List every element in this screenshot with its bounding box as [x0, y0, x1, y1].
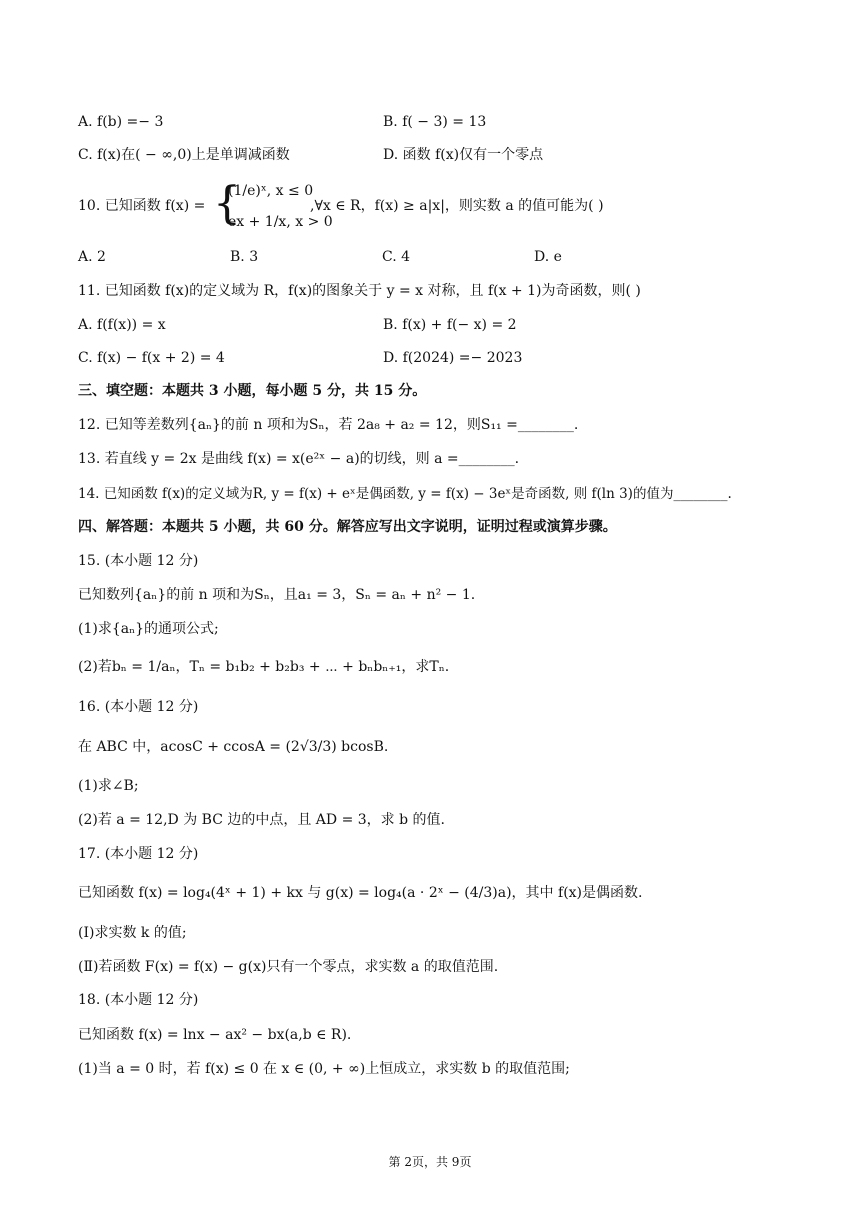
- section-fill-in-heading: 三、填空题：本题共 3 小题，每小题 5 分，共 15 分。: [78, 383, 427, 399]
- q14: 14. 已知函数 f(x)的定义域为R, y = f(x) + eˣ是偶函数, y = f(x) − 3eˣ是奇函数, 则 f(ln 3)的值为________.: [78, 486, 732, 502]
- q10-prefix: 10. 已知函数 f(x) =: [78, 198, 206, 214]
- q11-option-d: D. f(2024) =− 2023: [383, 350, 523, 366]
- q13: 13. 若直线 y = 2x 是曲线 f(x) = x(e²ˣ − a)的切线，则 a =________.: [78, 451, 520, 467]
- q10-option-b: B. 3: [230, 249, 259, 265]
- q15-part-2: (2)若bₙ = 1/aₙ，Tₙ = b₁b₂ + b₂b₃ + ⋯ + bₙbₙ₊₁，求Tₙ.: [78, 659, 450, 675]
- q16-title: 16. (本小题 12 分): [78, 699, 199, 715]
- q10-piece-2: ex + 1/x, x > 0: [228, 214, 333, 230]
- section-solve-heading: 四、解答题：本题共 5 小题，共 60 分。解答应写出文字说明，证明过程或演算步骤。: [78, 519, 617, 535]
- page-footer: 第 2页，共 9页: [388, 1155, 472, 1169]
- q9-option-b: B. f( − 3) = 13: [383, 114, 487, 130]
- q9-option-d: D. 函数 f(x)仅有一个零点: [383, 147, 544, 163]
- q10-piece-1: (1/e)ˣ, x ≤ 0: [228, 183, 314, 199]
- q17-title: 17. (本小题 12 分): [78, 846, 199, 862]
- q9-option-c: C. f(x)在( − ∞,0)上是单调减函数: [78, 147, 290, 163]
- q16-part-1: (1)求∠B;: [78, 778, 139, 794]
- q11-option-a: A. f(f(x)) = x: [78, 317, 166, 333]
- q18-stem: 已知函数 f(x) = lnx − ax² − bx(a,b ∈ R).: [78, 1027, 352, 1043]
- q12: 12. 已知等差数列{aₙ}的前 n 项和为Sₙ，若 2a₈ + a₂ = 12，则S₁₁ =________.: [78, 417, 579, 433]
- q11-option-c: C. f(x) − f(x + 2) = 4: [78, 350, 225, 366]
- q17-part-2: (Ⅱ)若函数 F(x) = f(x) − g(x)只有一个零点，求实数 a 的取值范围.: [78, 959, 499, 975]
- q10-options: [78, 247, 686, 267]
- q15-part-1: (1)求{aₙ}的通项公式;: [78, 621, 219, 637]
- q15-stem: 已知数列{aₙ}的前 n 项和为Sₙ，且a₁ = 3，Sₙ = aₙ + n² − 1.: [78, 587, 476, 603]
- q17-stem: 已知函数 f(x) = log₄(4ˣ + 1) + kx 与 g(x) = log₄(a · 2ˣ − (4/3)a)，其中 f(x)是偶函数.: [78, 885, 643, 901]
- q17-part-1: (Ⅰ)求实数 k 的值;: [78, 925, 187, 941]
- q10-brace: {: [213, 178, 241, 229]
- q18-title: 18. (本小题 12 分): [78, 992, 199, 1008]
- q10-suffix: ,∀x ∈ R，f(x) ≥ a|x|，则实数 a 的值可能为( ): [310, 198, 604, 214]
- q10-option-d: D. e: [534, 249, 562, 265]
- q16-part-2: (2)若 a = 12,D 为 BC 边的中点，且 AD = 3，求 b 的值.: [78, 812, 445, 828]
- q18-part-1: (1)当 a = 0 时，若 f(x) ≤ 0 在 x ∈ (0, + ∞)上恒成立，求实数 b 的取值范围;: [78, 1061, 570, 1077]
- q9-option-a: A. f(b) =− 3: [78, 114, 164, 130]
- q16-stem: 在 ABC 中，acosC + ccosA = (2√3/3) bcosB.: [78, 739, 389, 755]
- q10-option-c: C. 4: [382, 249, 411, 265]
- q15-title: 15. (本小题 12 分): [78, 553, 199, 569]
- q10-option-a: A. 2: [78, 249, 106, 265]
- q11-option-b: B. f(x) + f(− x) = 2: [383, 317, 517, 333]
- q11-stem: 11. 已知函数 f(x)的定义域为 R，f(x)的图象关于 y = x 对称，且 f(x + 1)为奇函数，则( ): [78, 283, 641, 299]
